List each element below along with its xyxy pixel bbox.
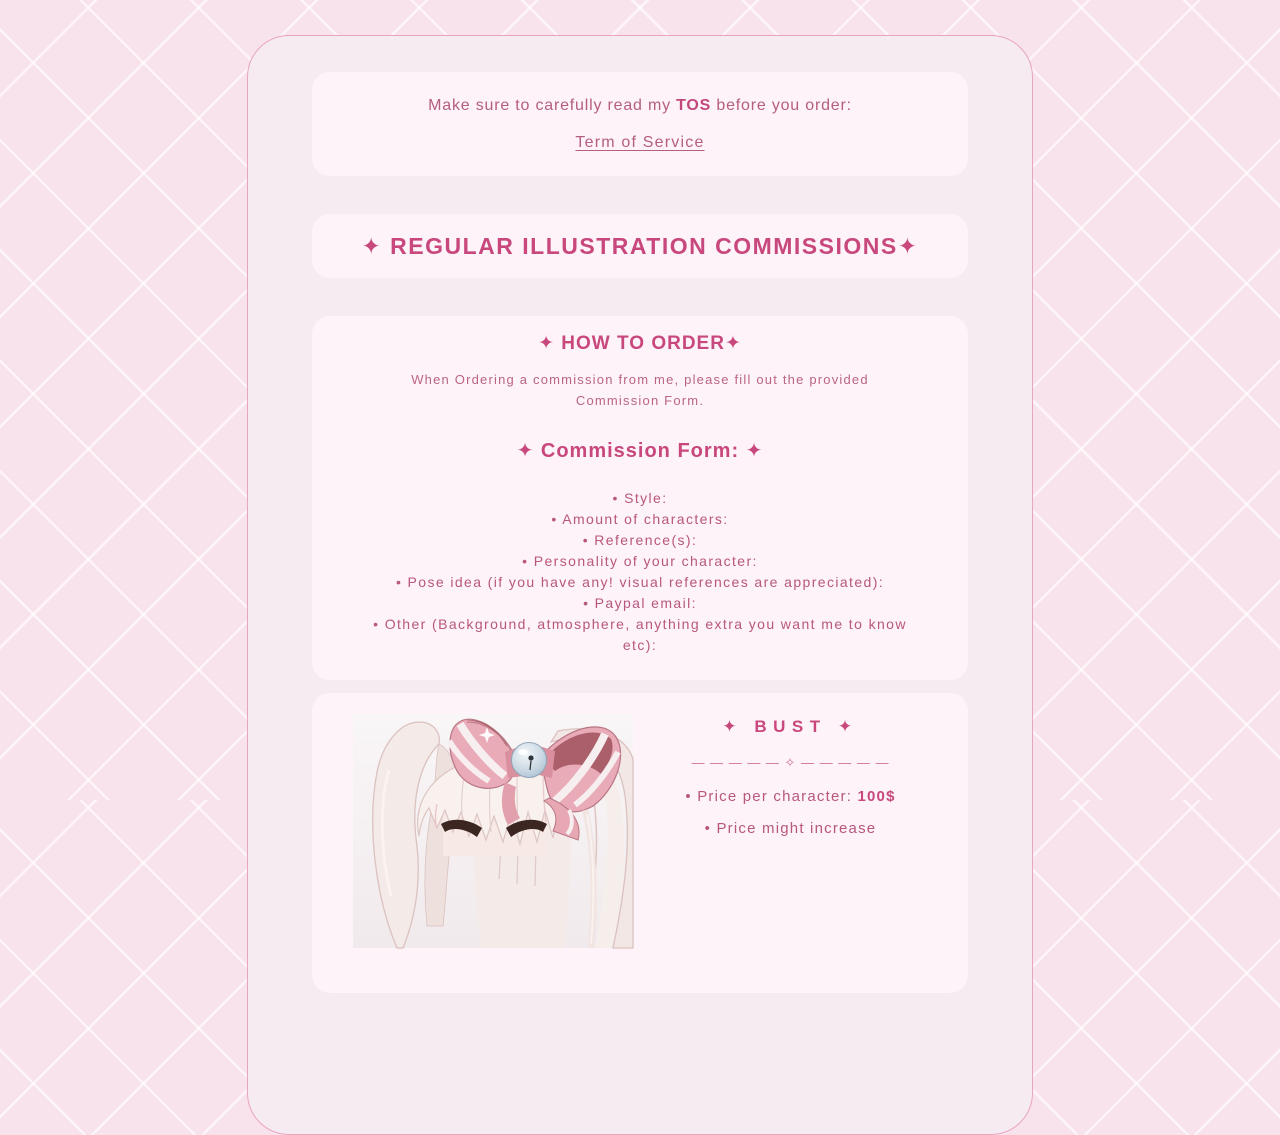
tos-text-after: before you order: [711,97,852,114]
bust-info-column [633,714,948,839]
bust-title: ✦ BUST ✦ [722,717,859,736]
term-of-service-link[interactable]: Term of Service [575,134,705,151]
price-line [633,787,948,807]
section-title-card [312,214,968,278]
form-field-references: • Reference(s): [582,532,698,548]
price-note: • Price might increase [704,820,877,837]
anime-bust-illustration [353,714,633,948]
form-field-style: • Style: [612,490,668,506]
form-field-paypal: • Paypal email: [583,595,697,611]
form-field-pose: • Pose idea (if you have any! visual references are appreciated): [395,574,885,590]
tos-text [336,93,944,119]
commission-form-title: ✦ Commission Form: ✦ [516,440,764,462]
main-container [247,35,1033,1135]
order-description: When Ordering a commission from me, please fill out the provided Commission Form. [411,372,869,408]
tos-card [312,72,968,176]
price-value: 100$ [857,788,896,805]
how-to-order-card [312,316,968,680]
section-title: ✦ REGULAR ILLUSTRATION COMMISSIONS✦ [361,233,919,259]
form-field-personality: • Personality of your character: [522,553,758,569]
how-to-order-title: ✦ HOW TO ORDER✦ [538,333,742,354]
tos-text-before: Make sure to carefully read my [428,97,677,114]
tos-text-bold: TOS [676,97,712,114]
bust-card [312,693,968,993]
form-field-other: • Other (Background, atmosphere, anything extra you want me to know etc): [373,616,907,653]
bust-divider: — — — — — ✧ — — — — — [691,755,890,770]
commission-form-list [356,488,924,656]
price-label: • Price per character: [685,788,858,805]
page-background [0,35,1280,835]
form-field-amount: • Amount of characters: [551,511,729,527]
